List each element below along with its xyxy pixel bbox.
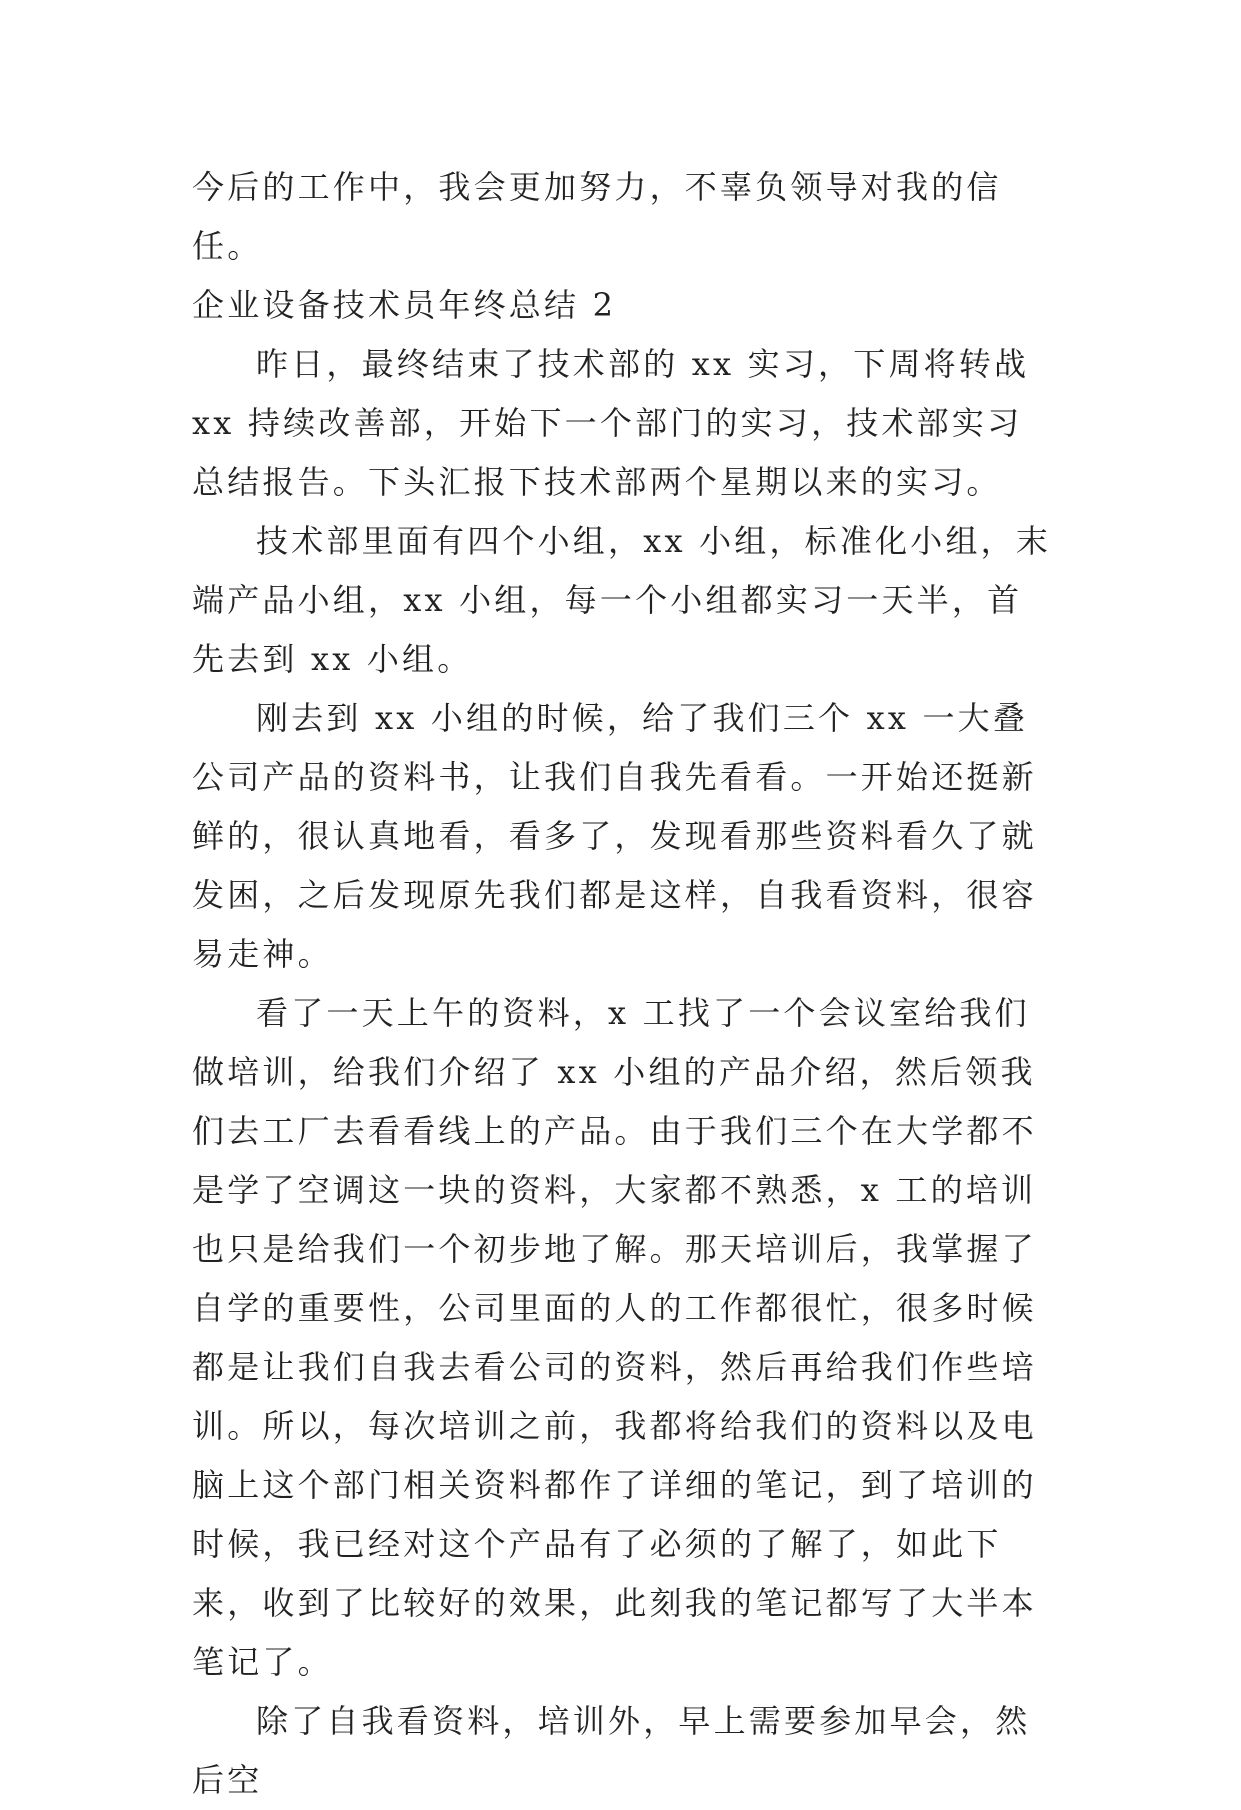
section-title: 企业设备技术员年终总结 2 xyxy=(192,286,617,324)
paragraph-5: 除了自我看资料，培训外，早上需要参加早会，然后空 xyxy=(192,1702,1031,1799)
paragraph-2: 技术部里面有四个小组，xx 小组，标准化小组，末端产品小组，xx 小组，每一个小组都实习一天半，首先去到 xx 小组。 xyxy=(192,522,1052,678)
paragraph-3: 刚去到 xx 小组的时候，给了我们三个 xx 一大叠公司产品的资料书，让我们自我先看看。一开始还挺新鲜的，很认真地看，看多了，发现看那些资料看久了就发困，之后发现原先我们都是这样，自我看资料，很容易走神。 xyxy=(192,699,1037,973)
paragraph-1: 昨日，最终结束了技术部的 xx 实习，下周将转战 xx 持续改善部，开始下一个部门的实习，技术部实习总结报告。下头汇报下技术部两个星期以来的实习。 xyxy=(192,345,1030,501)
paragraph-4: 看了一天上午的资料，x 工找了一个会议室给我们做培训，给我们介绍了 xx 小组的产品介绍，然后领我们去工厂去看看线上的产品。由于我们三个在大学都不是学了空调这一块的资料，大家都不熟悉，x 工的培训也只是给我们一个初步地了解。那天培训后，我掌握了自学的重要性，公司里面的人的工作都很忙，很多时候都是让我们自我去看公司的资料，然后再给我们作些培训。所以，每次培训之前，我都将给我们的资料以及电脑上这个部门相关资料都作了详细的笔记，到了培训的时候，我已经对这个产品有了必须的了解了，如此下来，收到了比较好的效果，此刻我的笔记都写了大半本笔记了。 xyxy=(192,994,1037,1681)
document-body xyxy=(192,158,1052,1810)
closing-sentence: 今后的工作中，我会更加努力，不辜负领导对我的信任。 xyxy=(192,168,1002,265)
